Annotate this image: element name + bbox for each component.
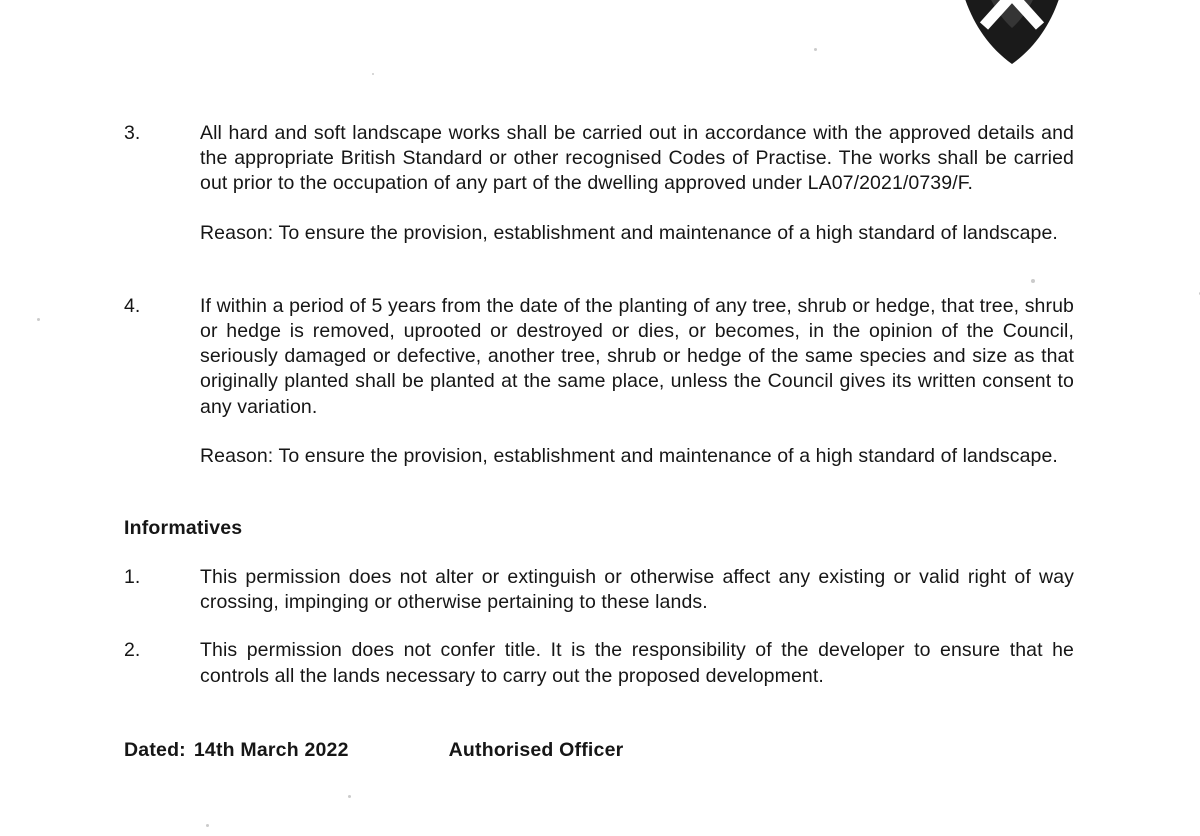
informative-text: This permission does not alter or extinguish or otherwise affect any existing or valid right of way crossing, impinging or otherwise pertaining to these lands.	[200, 566, 1074, 614]
condition-text: All hard and soft landscape works shall be carried out in accordance with the approved details and the appropriate British Standard or other recognised Codes of Practise. The works shall be carried out prior to the occupation of any part of the dwelling approved under LA07/2021/0739/F.	[200, 122, 1074, 195]
condition-text: If within a period of 5 years from the date of the planting of any tree, shrub or hedge, that tree, shrub or hedge is removed, uprooted or destroyed or dies, or becomes, in the opinion of the Council, seriously damaged or defective, another tree, shrub or hedge of the same species and size as that originally planted shall be planted at the same place, unless the Council gives its written consent to any variation.	[200, 294, 1074, 418]
informative-number: 2.	[124, 639, 141, 662]
informative-item	[124, 565, 1074, 615]
scan-speck	[348, 795, 351, 798]
condition-item	[124, 121, 1074, 246]
condition-item	[124, 294, 1074, 469]
condition-number: 3.	[124, 122, 141, 144]
informative-text: This permission does not confer title. It is the responsibility of the developer to ensure that he controls all the lands necessary to carry out the proposed development.	[200, 639, 1074, 687]
condition-reason: Reason: To ensure the provision, establishment and maintenance of a high standard of landscape.	[200, 444, 1058, 467]
scan-speck	[206, 824, 209, 827]
dated-label: Dated:	[124, 738, 186, 761]
informative-number: 1.	[124, 566, 141, 589]
document-footer	[124, 739, 1074, 762]
condition-reason: Reason: To ensure the provision, establishment and maintenance of a high standard of landscape.	[200, 221, 1058, 244]
condition-number: 4.	[124, 294, 141, 317]
scan-speck	[37, 318, 40, 321]
document-body	[124, 0, 1074, 762]
dated-value: 14th March 2022	[193, 738, 349, 761]
authorised-officer-label: Authorised Officer	[448, 738, 624, 761]
informatives-heading: Informatives	[124, 517, 243, 540]
informative-item	[124, 638, 1074, 688]
